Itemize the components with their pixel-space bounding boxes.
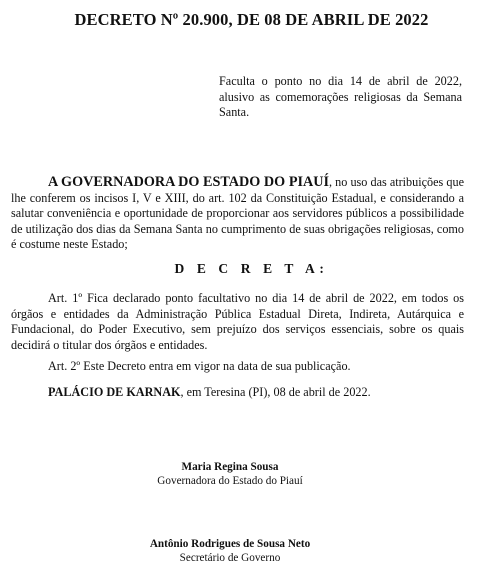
signature-role: Secretário de Governo bbox=[179, 551, 281, 564]
decree-title: DECRETO Nº 20.900, DE 08 DE ABRIL DE 2022 bbox=[74, 10, 429, 29]
signature-name: Antônio Rodrigues de Sousa Neto bbox=[149, 538, 311, 550]
signature-role: Governadora do Estado do Piauí bbox=[157, 474, 303, 487]
signature-secretary bbox=[0, 538, 460, 565]
article-2: Art. 2º Este Decreto entra em vigor na data de sua publicação. bbox=[48, 359, 351, 373]
closing-line bbox=[48, 385, 468, 401]
closing-place: PALÁCIO DE KARNAK bbox=[48, 385, 181, 399]
decree-preamble bbox=[11, 175, 464, 253]
closing-text: , em Teresina (PI), 08 de abril de 2022. bbox=[180, 385, 371, 399]
preamble-text: , no uso das atribuições que lhe conferem os incisos I, V e XIII, do art. 102 da Constituição Estadual, e considerando a salutar conveniência e oportunidade de proporcionar aos servidores públicos a possibilidade de utilização dos dias da Semana Santa no cumprimento de suas obrigações religiosas, como é costume neste Estado; bbox=[11, 175, 464, 251]
decree-ementa: Faculta o ponto no dia 14 de abril de 2022, alusivo as comemorações religiosas da Semana Santa. bbox=[219, 74, 462, 119]
signature-name: Maria Regina Sousa bbox=[181, 461, 279, 473]
article-1: Art. 1º Fica declarado ponto facultativo no dia 14 de abril de 2022, em todos os órgãos e entidades da Administração Pública Estadual Direta, Indireta, Autárquica e Fundacional, do Poder Executivo, sem prejuízo dos serviços essenciais, sobre os quais decidirá o titular dos órgãos e entidades. bbox=[11, 291, 464, 352]
decreta-heading: D E C R E T A: bbox=[174, 261, 329, 276]
signature-governor bbox=[0, 461, 460, 488]
preamble-authority: A GOVERNADORA DO ESTADO DO PIAUÍ bbox=[48, 174, 330, 190]
